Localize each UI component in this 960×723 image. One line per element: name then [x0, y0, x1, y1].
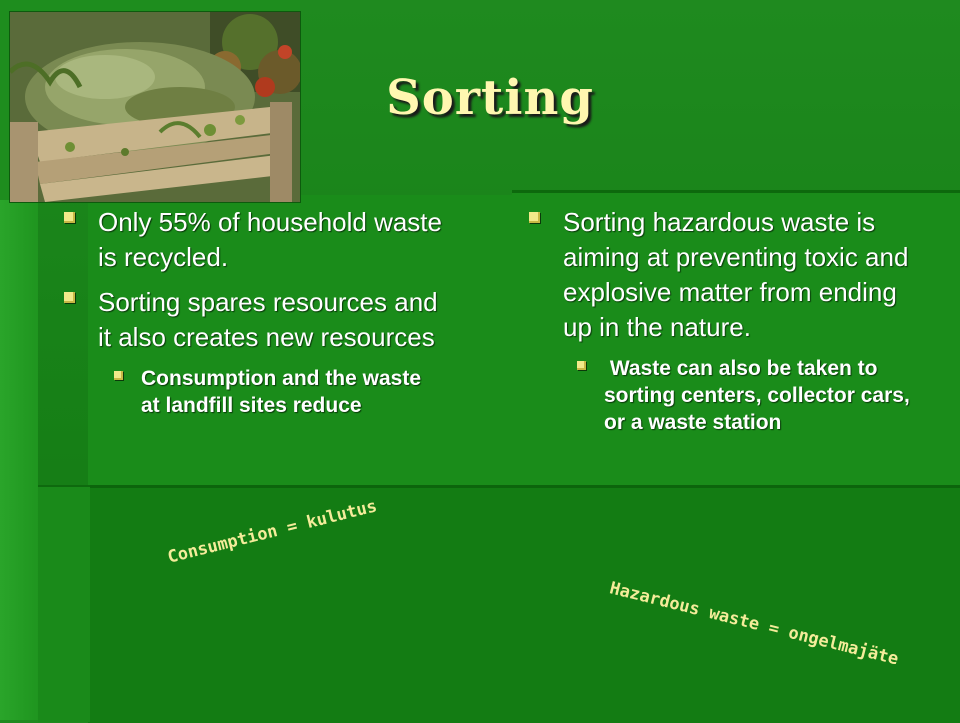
right-bullet-item — [563, 205, 923, 345]
right-bullet-list — [563, 205, 923, 436]
left-sub-bullet-text: Consumption and the waste at landfill sites reduce — [141, 367, 422, 417]
left-sub-bullet-item — [141, 365, 443, 419]
left-bullet-text: Sorting spares resources and it also creates new resources — [98, 287, 438, 352]
square-bullet-icon — [577, 361, 586, 370]
square-bullet-icon — [114, 371, 123, 380]
square-bullet-icon — [64, 212, 75, 223]
left-mid-panel — [38, 485, 90, 722]
consumption-translation-note: Consumption = kulutus — [165, 496, 379, 568]
left-bullet-item — [98, 285, 443, 355]
right-bullet-text: Sorting hazardous waste is aiming at preventing toxic and explosive matter from ending up in the nature. — [563, 207, 909, 342]
left-bullet-text: Only 55% of household waste is recycled. — [98, 207, 442, 272]
left-bullet-item — [98, 205, 443, 275]
bottom-panel — [88, 485, 960, 723]
square-bullet-icon — [64, 292, 75, 303]
hazardous-translation-note: Hazardous waste = ongelmajäte — [607, 578, 901, 670]
slide-title: Sorting — [386, 70, 594, 126]
left-bullet-list — [98, 205, 443, 419]
right-sub-bullet-item — [604, 355, 923, 436]
right-sub-bullet-text: Waste can also be taken to sorting centers, collector cars, or a waste station — [604, 357, 916, 434]
square-bullet-icon — [529, 212, 540, 223]
left-accent-strip — [0, 200, 38, 720]
